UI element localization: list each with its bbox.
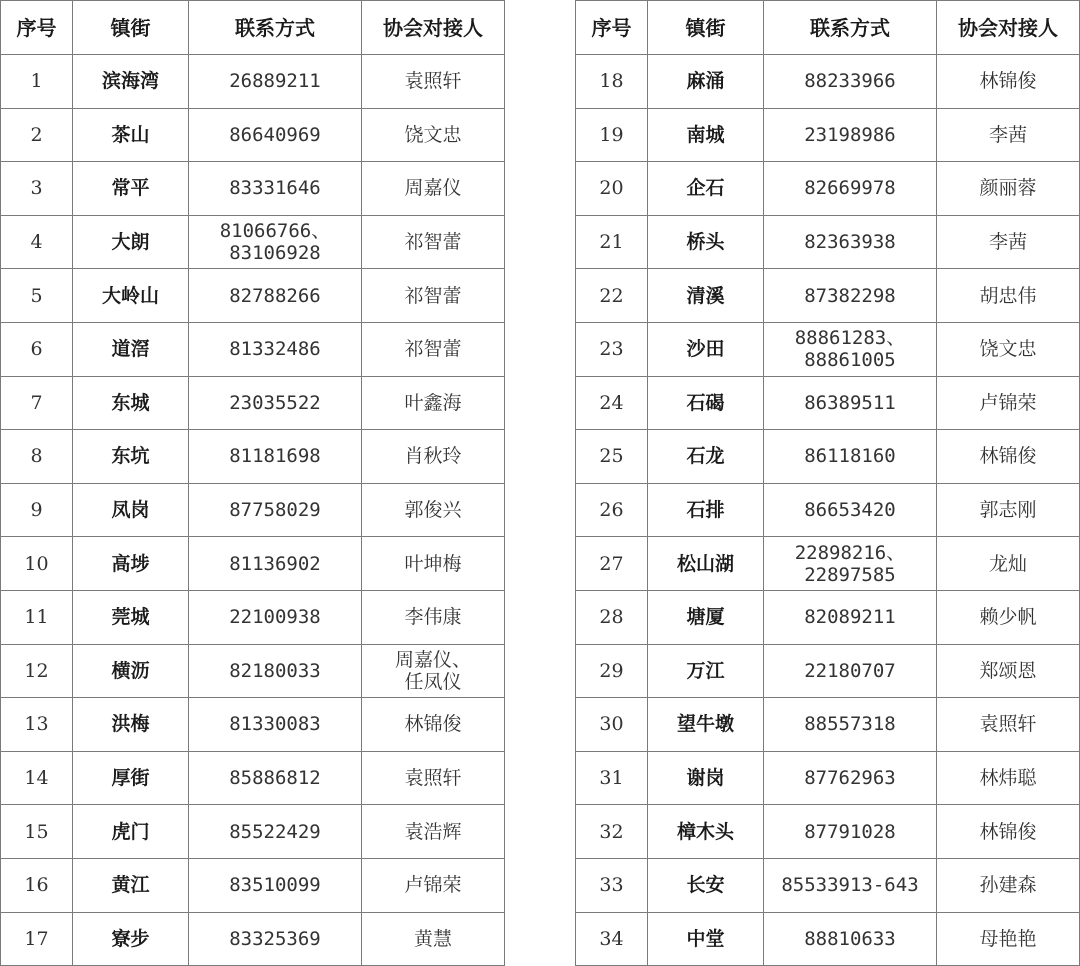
person-name: 祁智蕾 — [404, 231, 462, 254]
contact-phone — [764, 269, 937, 323]
row-index: 5 — [1, 269, 73, 323]
table-row — [576, 269, 1080, 323]
contact-table-left — [0, 0, 505, 966]
phone-number: 82089211 — [804, 606, 896, 629]
table-row — [1, 322, 505, 376]
contact-phone — [189, 55, 362, 109]
liaison-person — [362, 55, 505, 109]
table-row — [1, 55, 505, 109]
contact-phone — [189, 269, 362, 323]
table-row — [1, 108, 505, 162]
liaison-person — [937, 751, 1080, 805]
header-town: 镇街 — [648, 1, 764, 55]
person-name: 林锦俊 — [979, 70, 1037, 93]
phone-number: 81330083 — [229, 713, 321, 736]
town-name: 莞城 — [73, 590, 189, 644]
person-name: 饶文忠 — [979, 338, 1037, 361]
town-name: 长安 — [648, 858, 764, 912]
row-index: 28 — [576, 590, 648, 644]
phone-number: 83106928 — [229, 242, 321, 265]
town-name: 麻涌 — [648, 55, 764, 109]
liaison-person — [937, 912, 1080, 966]
contact-phone — [189, 590, 362, 644]
person-name: 赖少帆 — [979, 606, 1037, 629]
phone-number: 88861005 — [804, 349, 896, 372]
person-name: 周嘉仪、 — [394, 648, 471, 671]
header-index: 序号 — [1, 1, 73, 55]
liaison-person — [362, 430, 505, 484]
liaison-person — [937, 108, 1080, 162]
table-row — [1, 162, 505, 216]
person-name: 肖秋玲 — [404, 445, 462, 468]
table-row — [576, 537, 1080, 591]
phone-number: 87382298 — [804, 284, 896, 307]
liaison-person — [937, 698, 1080, 752]
person-name: 卢锦荣 — [404, 874, 462, 897]
phone-number: 87762963 — [804, 767, 896, 790]
phone-number: 86640969 — [229, 123, 321, 146]
town-name: 中堂 — [648, 912, 764, 966]
liaison-person — [362, 858, 505, 912]
liaison-person — [362, 215, 505, 269]
row-index: 16 — [1, 858, 73, 912]
row-index: 9 — [1, 483, 73, 537]
phone-number: 81066766、 — [219, 220, 331, 243]
town-name: 石碣 — [648, 376, 764, 430]
table-body — [1, 55, 505, 966]
row-index: 25 — [576, 430, 648, 484]
phone-number: 85886812 — [229, 767, 321, 790]
liaison-person — [362, 590, 505, 644]
phone-number: 86118160 — [804, 445, 896, 468]
contact-phone — [764, 537, 937, 591]
row-index: 26 — [576, 483, 648, 537]
table-row — [576, 108, 1080, 162]
row-index: 7 — [1, 376, 73, 430]
town-name: 厚街 — [73, 751, 189, 805]
liaison-person — [362, 644, 505, 698]
contact-phone — [764, 215, 937, 269]
contact-phone — [189, 644, 362, 698]
table-row — [1, 376, 505, 430]
row-index: 20 — [576, 162, 648, 216]
person-name: 林炜聪 — [979, 767, 1037, 790]
table-row — [576, 483, 1080, 537]
table-row — [1, 751, 505, 805]
liaison-person — [362, 483, 505, 537]
town-name: 谢岗 — [648, 751, 764, 805]
phone-number: 88233966 — [804, 70, 896, 93]
table-row — [576, 215, 1080, 269]
person-name: 林锦俊 — [979, 445, 1037, 468]
phone-number: 83325369 — [229, 927, 321, 950]
phone-number: 86389511 — [804, 391, 896, 414]
table-row — [1, 912, 505, 966]
person-name: 叶坤梅 — [404, 552, 462, 575]
liaison-person — [362, 537, 505, 591]
row-index: 4 — [1, 215, 73, 269]
person-name: 黄慧 — [413, 927, 452, 950]
contact-phone — [764, 483, 937, 537]
person-name: 龙灿 — [988, 552, 1027, 575]
liaison-person — [937, 805, 1080, 859]
contact-phone — [189, 751, 362, 805]
town-name: 东城 — [73, 376, 189, 430]
town-name: 洪梅 — [73, 698, 189, 752]
town-name: 常平 — [73, 162, 189, 216]
table-row — [1, 430, 505, 484]
liaison-person — [937, 162, 1080, 216]
phone-number: 22100938 — [229, 606, 321, 629]
town-name: 清溪 — [648, 269, 764, 323]
town-name: 石龙 — [648, 430, 764, 484]
header-row — [1, 1, 505, 55]
phone-number: 23035522 — [229, 391, 321, 414]
liaison-person — [937, 215, 1080, 269]
contact-phone — [189, 858, 362, 912]
person-name: 袁浩辉 — [404, 820, 462, 843]
contact-phone — [764, 55, 937, 109]
person-name: 卢锦荣 — [979, 391, 1037, 414]
phone-number: 83331646 — [229, 177, 321, 200]
table-row — [1, 537, 505, 591]
table-row — [576, 751, 1080, 805]
header-person: 协会对接人 — [937, 1, 1080, 55]
town-name: 塘厦 — [648, 590, 764, 644]
town-name: 万江 — [648, 644, 764, 698]
table-row — [576, 322, 1080, 376]
phone-number: 88861283、 — [794, 327, 906, 350]
town-name: 凤岗 — [73, 483, 189, 537]
town-name: 沙田 — [648, 322, 764, 376]
contact-phone — [189, 912, 362, 966]
liaison-person — [937, 322, 1080, 376]
phone-number: 82180033 — [229, 659, 321, 682]
row-index: 30 — [576, 698, 648, 752]
contact-phone — [764, 322, 937, 376]
row-index: 29 — [576, 644, 648, 698]
row-index: 27 — [576, 537, 648, 591]
table-row — [1, 698, 505, 752]
table-row — [1, 858, 505, 912]
town-name: 松山湖 — [648, 537, 764, 591]
table-row — [576, 698, 1080, 752]
contact-phone — [189, 805, 362, 859]
person-name: 胡忠伟 — [979, 284, 1037, 307]
contact-phone — [764, 376, 937, 430]
town-name: 高埗 — [73, 537, 189, 591]
row-index: 6 — [1, 322, 73, 376]
row-index: 13 — [1, 698, 73, 752]
person-name: 颜丽蓉 — [979, 177, 1037, 200]
row-index: 19 — [576, 108, 648, 162]
person-name: 李茜 — [988, 231, 1027, 254]
table-row — [576, 162, 1080, 216]
table-row — [576, 858, 1080, 912]
table-row — [576, 644, 1080, 698]
liaison-person — [937, 483, 1080, 537]
row-index: 21 — [576, 215, 648, 269]
row-index: 12 — [1, 644, 73, 698]
phone-number: 26889211 — [229, 70, 321, 93]
contact-phone — [189, 322, 362, 376]
table-row — [576, 590, 1080, 644]
town-name: 桥头 — [648, 215, 764, 269]
town-name: 横沥 — [73, 644, 189, 698]
person-name: 李茜 — [988, 123, 1027, 146]
phone-number: 82363938 — [804, 231, 896, 254]
contact-phone — [189, 483, 362, 537]
liaison-person — [937, 55, 1080, 109]
contact-phone — [189, 376, 362, 430]
town-name: 大朗 — [73, 215, 189, 269]
contact-phone — [764, 430, 937, 484]
phone-number: 88810633 — [804, 927, 896, 950]
town-name: 茶山 — [73, 108, 189, 162]
row-index: 33 — [576, 858, 648, 912]
table-row — [1, 483, 505, 537]
liaison-person — [937, 269, 1080, 323]
town-name: 虎门 — [73, 805, 189, 859]
person-name: 任凤仪 — [404, 670, 462, 693]
contact-phone — [764, 912, 937, 966]
person-name: 林锦俊 — [979, 820, 1037, 843]
row-index: 34 — [576, 912, 648, 966]
contact-phone — [189, 215, 362, 269]
phone-number: 83510099 — [229, 874, 321, 897]
person-name: 祁智蕾 — [404, 338, 462, 361]
phone-number: 85533913-643 — [781, 874, 919, 897]
phone-number: 87758029 — [229, 499, 321, 522]
liaison-person — [362, 322, 505, 376]
person-name: 李伟康 — [404, 606, 462, 629]
row-index: 10 — [1, 537, 73, 591]
row-index: 23 — [576, 322, 648, 376]
contact-phone — [189, 162, 362, 216]
contact-phone — [764, 162, 937, 216]
liaison-person — [937, 537, 1080, 591]
town-name: 望牛墩 — [648, 698, 764, 752]
phone-number: 85522429 — [229, 820, 321, 843]
liaison-person — [362, 162, 505, 216]
liaison-person — [362, 912, 505, 966]
liaison-person — [937, 430, 1080, 484]
liaison-person — [937, 858, 1080, 912]
phone-number: 81136902 — [229, 552, 321, 575]
contact-phone — [189, 698, 362, 752]
town-name: 寮步 — [73, 912, 189, 966]
header-town: 镇街 — [73, 1, 189, 55]
contact-phone — [189, 537, 362, 591]
person-name: 饶文忠 — [404, 123, 462, 146]
town-name: 黄江 — [73, 858, 189, 912]
table-row — [576, 376, 1080, 430]
phone-number: 86653420 — [804, 499, 896, 522]
person-name: 叶鑫海 — [404, 391, 462, 414]
header-contact: 联系方式 — [764, 1, 937, 55]
header-index: 序号 — [576, 1, 648, 55]
row-index: 32 — [576, 805, 648, 859]
liaison-person — [362, 751, 505, 805]
phone-number: 82788266 — [229, 284, 321, 307]
phone-number: 88557318 — [804, 713, 896, 736]
table-row — [1, 590, 505, 644]
person-name: 郭俊兴 — [404, 499, 462, 522]
liaison-person — [937, 590, 1080, 644]
liaison-person — [937, 376, 1080, 430]
phone-number: 22898216、 — [794, 541, 906, 564]
table-row — [1, 644, 505, 698]
table-row — [1, 805, 505, 859]
row-index: 22 — [576, 269, 648, 323]
phone-number: 23198986 — [804, 123, 896, 146]
row-index: 17 — [1, 912, 73, 966]
table-row — [576, 805, 1080, 859]
header-contact: 联系方式 — [189, 1, 362, 55]
row-index: 11 — [1, 590, 73, 644]
person-name: 孙建森 — [979, 874, 1037, 897]
row-index: 15 — [1, 805, 73, 859]
liaison-person — [937, 644, 1080, 698]
row-index: 3 — [1, 162, 73, 216]
town-name: 企石 — [648, 162, 764, 216]
table-body — [576, 55, 1080, 966]
phone-number: 81332486 — [229, 338, 321, 361]
table-row — [1, 269, 505, 323]
table-row — [1, 215, 505, 269]
contact-table-right — [575, 0, 1080, 966]
town-name: 大岭山 — [73, 269, 189, 323]
header-row — [576, 1, 1080, 55]
phone-number: 81181698 — [229, 445, 321, 468]
phone-number: 82669978 — [804, 177, 896, 200]
person-name: 郑颂恩 — [979, 659, 1037, 682]
town-name: 滨海湾 — [73, 55, 189, 109]
contact-phone — [764, 805, 937, 859]
contact-phone — [764, 590, 937, 644]
table-row — [576, 430, 1080, 484]
town-name: 南城 — [648, 108, 764, 162]
contact-phone — [764, 108, 937, 162]
phone-number: 22180707 — [804, 659, 896, 682]
person-name: 周嘉仪 — [404, 177, 462, 200]
town-name: 道滘 — [73, 322, 189, 376]
header-person: 协会对接人 — [362, 1, 505, 55]
contact-phone — [189, 430, 362, 484]
row-index: 2 — [1, 108, 73, 162]
person-name: 袁照轩 — [404, 767, 462, 790]
contact-phone — [764, 751, 937, 805]
liaison-person — [362, 698, 505, 752]
town-name: 樟木头 — [648, 805, 764, 859]
contact-phone — [764, 698, 937, 752]
row-index: 1 — [1, 55, 73, 109]
person-name: 郭志刚 — [979, 499, 1037, 522]
row-index: 18 — [576, 55, 648, 109]
liaison-person — [362, 108, 505, 162]
contact-phone — [189, 108, 362, 162]
table-row — [576, 912, 1080, 966]
row-index: 14 — [1, 751, 73, 805]
person-name: 母艳艳 — [979, 927, 1037, 950]
row-index: 31 — [576, 751, 648, 805]
person-name: 林锦俊 — [404, 713, 462, 736]
liaison-person — [362, 376, 505, 430]
liaison-person — [362, 805, 505, 859]
phone-number: 22897585 — [804, 563, 896, 586]
town-name: 石排 — [648, 483, 764, 537]
person-name: 袁照轩 — [404, 70, 462, 93]
table-row — [576, 55, 1080, 109]
contact-phone — [764, 644, 937, 698]
phone-number: 87791028 — [804, 820, 896, 843]
row-index: 24 — [576, 376, 648, 430]
person-name: 袁照轩 — [979, 713, 1037, 736]
row-index: 8 — [1, 430, 73, 484]
person-name: 祁智蕾 — [404, 284, 462, 307]
liaison-person — [362, 269, 505, 323]
contact-phone — [764, 858, 937, 912]
town-name: 东坑 — [73, 430, 189, 484]
